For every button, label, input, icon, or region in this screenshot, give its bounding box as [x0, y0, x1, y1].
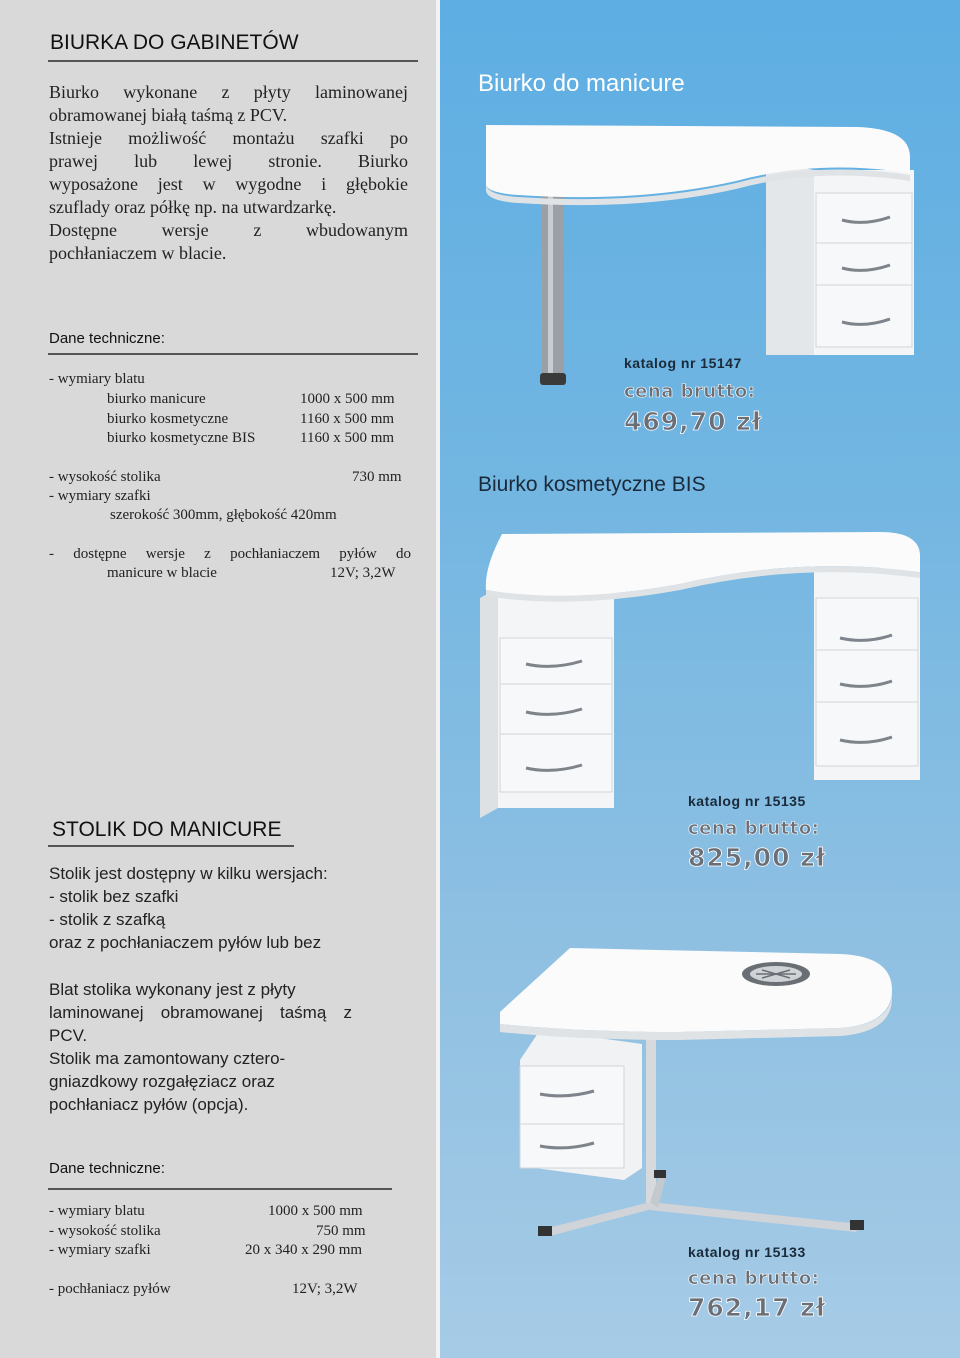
- product1-catalog: katalog nr 15147: [624, 355, 742, 371]
- section2-tech-label: Dane techniczne:: [49, 1160, 165, 1177]
- tech-pochlaniacz-line1: - dostępne wersje z pochłaniaczem pyłów do: [49, 546, 411, 562]
- stolik-manicure-image: [500, 940, 900, 1240]
- tech2-row-name: - wymiary szafki: [49, 1242, 151, 1258]
- section2-title: STOLIK DO MANICURE: [52, 818, 282, 841]
- tech-wymiary-blatu: - wymiary blatu: [49, 371, 145, 387]
- desc-line: Dostępne wersje z wbudowanym: [49, 220, 408, 240]
- section1-title-rule: [48, 60, 418, 62]
- product3-price: 762,17 zł: [688, 1293, 827, 1322]
- tech-szafki-value: szerokość 300mm, głębokość 420mm: [110, 507, 337, 523]
- desc-line: laminowanej obramowanej taśmą z: [49, 1003, 352, 1022]
- tech-szafki-label: - wymiary szafki: [49, 488, 151, 504]
- desc-line: wyposażone jest w wygodne i głębokie: [49, 174, 408, 194]
- section2-tech-rule: [48, 1188, 392, 1190]
- desc-line: Stolik ma zamontowany cztero-: [49, 1049, 286, 1068]
- tech-pochlaniacz-line2-value: 12V; 3,2W: [330, 565, 396, 581]
- tech-wysokosc-value: 730 mm: [352, 469, 402, 485]
- intro-line: oraz z pochłaniaczem pyłów lub bez: [49, 933, 322, 952]
- tech-row-value: 1160 x 500 mm: [300, 411, 395, 427]
- tech2-row-name: - wysokość stolika: [49, 1223, 161, 1239]
- desc-line: obramowanej białą taśmą z PCV.: [49, 105, 288, 125]
- tech-row-value: 1000 x 500 mm: [300, 391, 395, 407]
- product3-catalog: katalog nr 15133: [688, 1244, 806, 1260]
- tech-row-name: biurko kosmetyczne: [107, 411, 229, 427]
- product3-cena-label: cena brutto:: [688, 1268, 820, 1289]
- tech-row-name: biurko kosmetyczne BIS: [107, 430, 256, 446]
- tech-wysokosc-label: - wysokość stolika: [49, 469, 161, 485]
- tech2-pochlaniacz-label: - pochłaniacz pyłów: [49, 1281, 171, 1297]
- section1-title: BIURKA DO GABINETÓW: [50, 31, 299, 54]
- tech-row-name: biurko manicure: [107, 391, 206, 407]
- section2-intro: [49, 862, 328, 954]
- tech2-pochlaniacz-value: 12V; 3,2W: [292, 1281, 358, 1297]
- section2-title-rule: [48, 845, 294, 847]
- tech-row-value: 1160 x 500 mm: [300, 430, 395, 446]
- desc-line: Istnieje możliwość montażu szafki po: [49, 128, 408, 148]
- product1-cena-label: cena brutto:: [624, 381, 756, 402]
- desc-line: gniazdkowy rozgałęziacz oraz: [49, 1072, 275, 1091]
- desk-manicure-image: [478, 115, 928, 395]
- section1-description: [49, 81, 408, 265]
- desc-line: pochłaniacz pyłów (opcja).: [49, 1095, 249, 1114]
- desc-line: Biurko wykonane z płyty laminowanej: [49, 82, 408, 102]
- section2-description: [49, 978, 352, 1116]
- tech2-row-value: 20 x 340 x 290 mm: [245, 1242, 363, 1258]
- desc-line: Blat stolika wykonany jest z płyty: [49, 980, 296, 999]
- tech2-row-name: - wymiary blatu: [49, 1203, 145, 1219]
- section1-tech-label: Dane techniczne:: [49, 330, 165, 347]
- product1-price: 469,70 zł: [624, 407, 763, 436]
- desc-line: prawej lub lewej stronie. Biurko: [49, 151, 408, 171]
- desc-line: pochłaniaczem w blacie.: [49, 243, 227, 263]
- intro-line: - stolik z szafką: [49, 910, 166, 929]
- product2-catalog: katalog nr 15135: [688, 793, 806, 809]
- intro-line: Stolik jest dostępny w kilku wersjach:: [49, 864, 328, 883]
- intro-line: - stolik bez szafki: [49, 887, 179, 906]
- tech2-row-value: 750 mm: [316, 1223, 366, 1239]
- tech-pochlaniacz-line2-label: manicure w blacie: [107, 565, 217, 581]
- product2-title: Biurko kosmetyczne BIS: [478, 473, 706, 496]
- desc-line: PCV.: [49, 1026, 88, 1045]
- desk-kosmetyczne-bis-image: [480, 528, 926, 818]
- product2-cena-label: cena brutto:: [688, 818, 820, 839]
- product2-price: 825,00 zł: [688, 843, 827, 872]
- tech-pochlaniacz: [49, 546, 411, 563]
- section1-tech-rule: [48, 353, 418, 355]
- product1-title: Biurko do manicure: [478, 70, 685, 97]
- desc-line: szuflady oraz półkę np. na utwardzarkę.: [49, 197, 337, 217]
- tech2-row-value: 1000 x 500 mm: [268, 1203, 363, 1219]
